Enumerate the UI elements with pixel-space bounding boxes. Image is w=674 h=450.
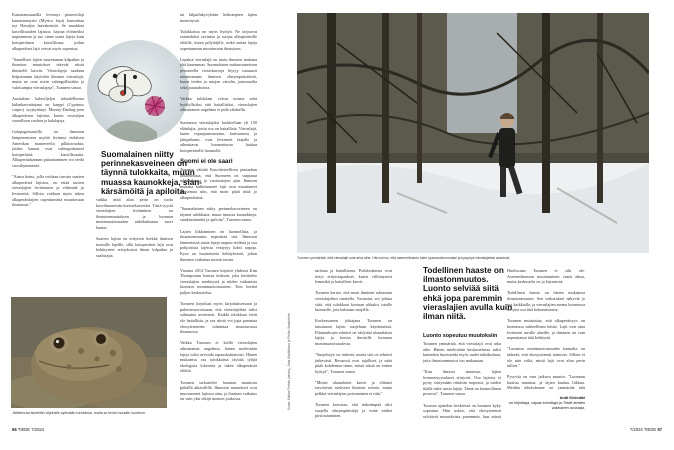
right-subheading: Luonto sopeutuu muutoksiin: [423, 333, 498, 339]
left-pull-quote: Suomalainen niitty perinnekasveineen on täynnä tulokkaita, muun muassa kaunokkeja, sian- kärsämöitä ja apiloita.: [101, 150, 203, 196]
author-name: Antti Kivimäki: [559, 396, 585, 400]
right-page: [297, 0, 674, 450]
forest-caption: Turunen ymmärtää, että vieraslajit ovat arka aihe. Hän toivoo, että asenneilmasto tulee nyanssoidummaksi ja kysymys vieraslajeista avautuisi.: [297, 256, 511, 260]
toad-illustration: [11, 297, 167, 408]
butterfly-illustration: [87, 40, 189, 142]
left-subheading: Suomi ei ole saari: [180, 158, 233, 165]
author-role: on kirjoittaja, vapaa toimittaja ja Tiede-lehden vakituinen avustaja.: [508, 400, 585, 410]
left-col2-text: vaikka niitä alun perin on tuotu kasvihuoneisiin koristekasveiksi. Tästä syystä vieraslajien leviäminen on ilmastonmuutoksen ja luonnon monimuotoisuuden näkökulmasta suuri haaste. Saarten lajisto on erityisen herkkä ihmisen tuomille lajeille, sillä kotoperäiset lajit ovat kehittyneet eristyksissä ilman kilpailua ja saalistajia.: [96, 197, 173, 258]
toad-photo: [11, 297, 167, 408]
forest-illustration: [297, 13, 649, 253]
right-col3-text: Huolissaan Turunen ei silti ole. Asenneilmaston muuttuminen vaatii aikaa, mutta keskustelu on jo käynnissä. Todellinen haaste on hänen mukaansa ilmastonmuutos. Sen vaikutukset näkyvät jo nyt kaikkialla, ja vieraslajien asema luonnossa on yksi osa tätä kokonaisuutta. Turunen muistuttaa, että alkuperäisyys on luonnossa suhteellinen käsite. Lajit ovat aina levinneet uusille alueille, ja ihminen on vain nopeuttanut tätä kehitystä. "Luonnon monimuotoisuuden kannalta on tärkeää, että ekosysteemit toimivat. Silloin ei ole niin väliä, mistä lajit ovat alun perin tulleet." Pysyvää on vain jatkuva muutos. "Luonnon kuuluu muuttua, ja lajien kuuluu liikkua. Meidän tehtävämme on ymmärtää tätä: [507, 268, 585, 391]
butterfly-photo: [87, 40, 189, 142]
left-col1-text: Kanariansaaarilla levinnyt pioneerilaji kanarianmyrtti (Myrica faya) kansoittaa nyt Havaijin laavakenttiä. Se muokkaa kasvillisuuden lajistoa, hajoaa eliöineiksi nopeammin ja tuo sinne uusia lajeja kuin kotoperäinen kasvillisuus, joihin alkuperäiset lajit voivat myös sopeutua. "Saarelliset lajien suuremman kilpailun ja ilmaston muutokset tekevät niistä ihmiselle kasvin. Vieraslajeja saadaan helpoimmin käyttöön ihmisen vieraslajit, mutta ne ovat usein vahingollisiakin ja valoisampia vieraslajeja", Turunen sanoo. Australian kalaviljelyn taloudellisena kalankasvattajana on karppi (Cyprinus carpio) syrjäyttänyt Murray-Darling-joen alkuperäisen lajiston, kuten vesistöjen vaarallisen ruohon ja kalalajeja. Galapagossaarilla on ilmaston lämpenemisen myötä levinnyt eteläisen Amerikan mantereelta pilkkuvuohia, joiden kannat ovat vahingoittaneet kotoperäistä kasvillisuutta. Alkuperäiskannan palauttaminen voi viedä vuosikymmeniä. "Ainoa keino, jolla voidaan turvata saarten alkuperäistä lajistoa, on estää uusien vieraslajien leviäminen ja vähentää jo levinneitä. Silloin voidaan myös tukea alkuperäislajien sopeutumista muuttuvaan ilmastoon.": [12, 12, 84, 208]
right-col1-text: turhana ja haitallisena. Poikkeuksena ovat tietyt erityistapaukset, kuten villiintyneet lemmikit ja haitalliset kasvit. Turunen kertoo, että moni ihminen suhtautuu vieraslajeihin tunteella. Vastustus voi johtua siitä, että tulokkaat koetaan uhkaksi tutulle luonnolle, jota halutaan suojella. Korkeasaaren johtajana Turunen on tutustunut lajien suojeluun käytännössä. Eläintarhojen tehtävä on säilyttää uhanalaisia lajeja ja kertoa ihmisille luonnon monimuotoisuudesta. "Suojelutyö on tärkeää, mutta sitä on tehtävä järkevästi. Resurssit ovat rajalliset, ja niitä pitää kohdentaa sinne, missä niistä on eniten hyötyä", Turunen sanoo. "Monet uhanalaiset kasvit ja eläimet tarvitsevat tuekseen ihmisen toimia, mutta pelkkä vieraslajien poistaminen ei riitä." Turunen korostaa, että tärkeämpää olisi suojella elinympäristöjä ja estää niiden pirstoutuminen.: [315, 268, 392, 418]
left-page-number: 56: [12, 427, 17, 432]
author-signature: [507, 396, 585, 410]
left-magazine-issue: TIEDE 7/2024: [17, 427, 45, 432]
left-col3-mid-text: Suomessa vieraslajiksi luokitellaan yli 150 eläinlajia, joista osa on haitallisia. Vieraslajit, kuten espanjansiruetana, kurtturuusu ja jättipalsami, ovat levinneet laajalle ja aiheuttavat huomattavaa haittaa kotoperäiselle luonnolle.: [180, 120, 257, 153]
left-col3-bottom-text: Turunen väittää Kasvitieteellisen puutarhan kokoelmista, että Suomeen on saapunut tulokaslajeja jo vuosisatojen ajan. Ihmisen mukana kulkeutuneet lajit ovat muuttaneet maisemaa niin, että moni pitää niitä jo alkuperäisinä. "Suomalainen niitty perinnekasveineen on täynnä tulokkaita, muun muassa kaunokkeja, siankärsämöitä ja apiloita", Turunen sanoo. Lajien liikkuminen on luonnollista, ja ilmastonmuutos nopeuttaa sitä. Ilmaston lämmetessä uusia lajeja saapuu etelästä ja osa pohjoisista lajeista vetäytyy kohti napoja. Kyse on luontaisesta kehityksestä, johon ihminen vaikuttaa monin tavoin. Vuonna 2014 Turunen kirjoitti yhdessä Kim Thompsonin kanssa teoksen, joka käsittelee vieraslajien merkitystä ja niiden vaikutusta luonnon monimuotoisuuteen. Teos herätti paljon keskustelua. Turunen kirjoittaa myös kirjoituksessaan ja puheenvuoroissaan, että vieraslajeihin tulisi suhtautua avoimesti. Kaikki tulokkaat eivät ole haitallisia, ja osa niistä voi jopa parantaa ekosysteemien toimintaa muuttuvassa ilmastossa. Vaikka Turunen ei kiellä vieraslajien aiheuttamia ongelmia, hänen mielestään lajeja tulisi arvioida tapauskohtaisesti. Hänen mukaansa osa tulokkaista täyttää tyhjiä ekologisia lokeroita ja tukee alkuperäisiä eliöitä. Turunen tarkastelee luonnon muutosta pitkällä aikavälillä. Ilmaston muutokset ovat muovanneet lajistoa aina, ja ihmisen vaikutus on vain yksi tekijä monien joukossa.: [180, 167, 257, 402]
left-col3-top-text: tai kilpailukyvyltään heikompien lajien menestystä. Tulokkaista on myös hyötyä. Ne tarjoavat esimerkiksi ravintoa ja suojaa alkuperäisille eliöille, kuten pölyttäjille, mikä auttaa lajeja sopeutumaan muuttuvaan ilmastoon. Lepakot vieraslajit on tuotu ihmisen mukana yhä kauemmas. Suomalaisen mittausaineiston perusteella vieraskasveja löytyy runsaasti nimenomaan ihmisen elinympäristöistä, kuten teiden ja ratojen varsilta, joutomailta sekä puutarhoista. Vaikka tulokkaat voivat nousta sekä hyödyllisiksi että haitallisiksi, vieraslajien aiheuttamia ongelmia ei pidä vähätellä.: [180, 12, 257, 113]
right-col2-text: Turunen ymmärtää, että vieraslajit ovat arka aihe. Hänen mielestään keskustelussa tulisi kuitenkin huomioida myös uudet näkökulmat, joita ilmastonmuutos tuo mukanaan. "Kun ilmasto muuttuu, lajien levinneisyysalueet siirtyvät. Osa lajeista ei pysty siirtymään riittävän nopeasti, ja niiden tilalle tulee uusia lajeja. Tämä on luonnollinen prosessi", Turunen sanoo. Turusen ajattelun keskiössä on luonnon kyky sopeutua. Hän uskoo, että ekosysteemit selviävät muutoksista paremmin, kun niissä: [423, 341, 501, 419]
photo-credit: Kuvat: Matias Peltola (vasen), Juha Kärkkäinen ja Pirkko Sandström: [287, 313, 291, 410]
toad-caption: Jättikenraa istuteltiin viljelmille syömään tuholaisia, mutta se levisi muualle luontoon.: [12, 411, 146, 415]
right-magazine-issue: 7/2024 TIEDE: [629, 427, 657, 432]
forest-photo: [297, 13, 649, 253]
right-pull-quote: Todellinen haaste on ilmastonmuutos. Luonto selviää siitä ehkä jopa paremmin vieraslajien avulla kuin ilman niitä.: [423, 266, 513, 322]
right-page-number: 57: [657, 427, 662, 432]
left-folio: [12, 427, 44, 432]
right-folio: [630, 427, 662, 432]
